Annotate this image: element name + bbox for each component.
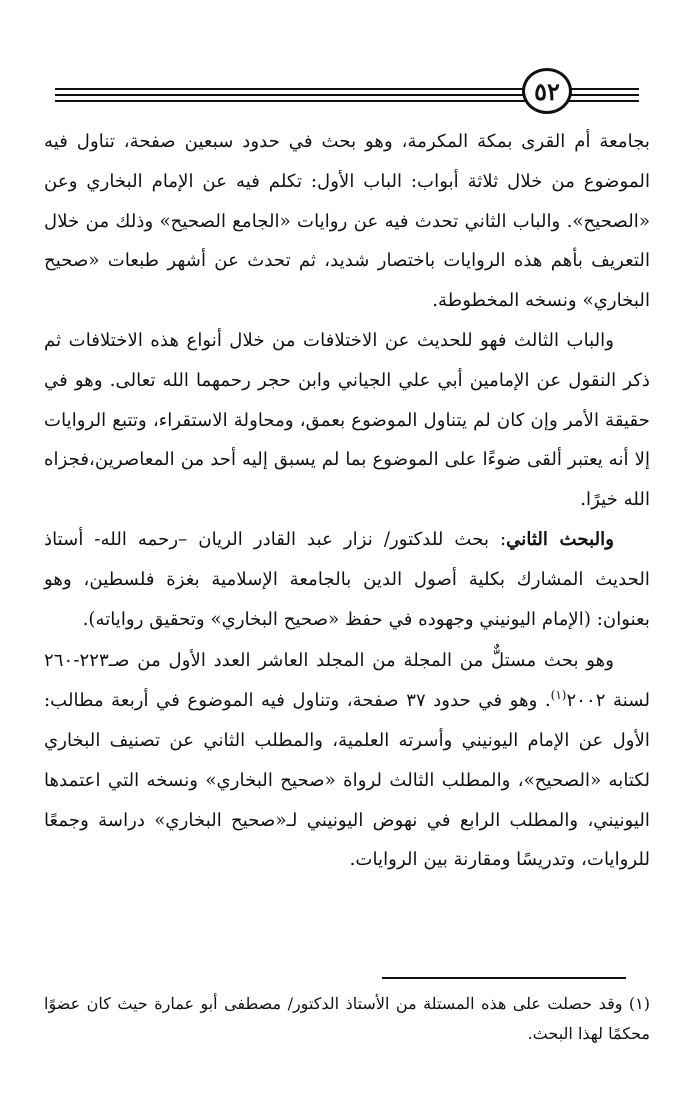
paragraph-4-part1: وهو بحث مستلٌّ من المجلة من المجلد العاشر العدد الأول من صـ٢٢٣-٢٦٠ لسنة ٢٠٠٢ xyxy=(44,650,650,712)
paragraph-3 xyxy=(44,520,650,639)
footnote-divider xyxy=(382,977,626,979)
paragraph-1: بجامعة أم القرى بمكة المكرمة، وهو بحث في حدود سبعين صفحة، تناول فيه الموضوع من خلال ثلاثة أبواب: الباب الأول: تكلم فيه عن الإمام البخاري وعن «الصحيح». والباب الثاني تحدث فيه عن روايات «الجامع الصحيح» وذلك من خلال التعريف بأهم هذه الروايات باختصار شديد، ثم تحدث عن أشهر طبعات «صحيح البخاري» ونسخه المخطوطة. xyxy=(44,131,650,312)
footnote-1: (١) وقد حصلت على هذه المستلة من الأستاذ الدكتور/ مصطفى أبو عمارة حيث كان عضوًا محكمًا لهذا البحث. xyxy=(44,994,650,1043)
paragraph-2: والباب الثالث فهو للحديث عن الاختلافات من خلال أنواع هذه الاختلافات ثم ذكر النقول عن الإمامين أبي علي الجياني وابن حجر رحمهما الله تعالى. وهو في حقيقة الأمر وإن كان لم يتناول الموضوع بعمق، ومحاولة الاستقراء، وتتبع الروايات إلا أنه يعتبر ألقى ضوءًا على الموضوع بما لم يسبق إليه أحد من المعاصرين،فجزاه الله خيرًا. xyxy=(44,329,650,511)
page-header xyxy=(0,0,694,120)
footnote-reference[interactable]: (١) xyxy=(550,688,567,703)
body-text xyxy=(44,122,650,880)
paragraph-3-lead: والبحث الثاني xyxy=(506,528,614,550)
paragraph-3-body: : بحث للدكتور/ نزار عبد القادر الريان –رحمه الله- أستاذ الحديث المشارك بكلية أصول الدين بالجامعة الإسلامية بغزة فلسطين، وهو بعنوان: (الإمام اليونيني وجهوده في حفظ «صحيح البخاري» وتحقيق رواياته). xyxy=(44,528,650,630)
paragraph-4 xyxy=(44,641,650,880)
paragraph-4-part2: . وهو في حدود ٣٧ صفحة، وتناول فيه الموضوع في أربعة مطالب: الأول عن الإمام اليونيني وأسرته العلمية، والمطلب الثاني عن تصنيف البخاري لكتابه «الصحيح»، والمطلب الثالث لرواة «صحيح البخاري» ونسخه التي اعتمدها اليونيني، والمطلب الرابع في نهوض اليونيني لـ«صحيح البخاري» دراسة وجمعًا للروايات، وتدريسًا ومقارنة بين الروايات. xyxy=(44,690,650,871)
page-number: ٥٢ xyxy=(522,68,572,114)
footnote-section xyxy=(44,989,650,1049)
